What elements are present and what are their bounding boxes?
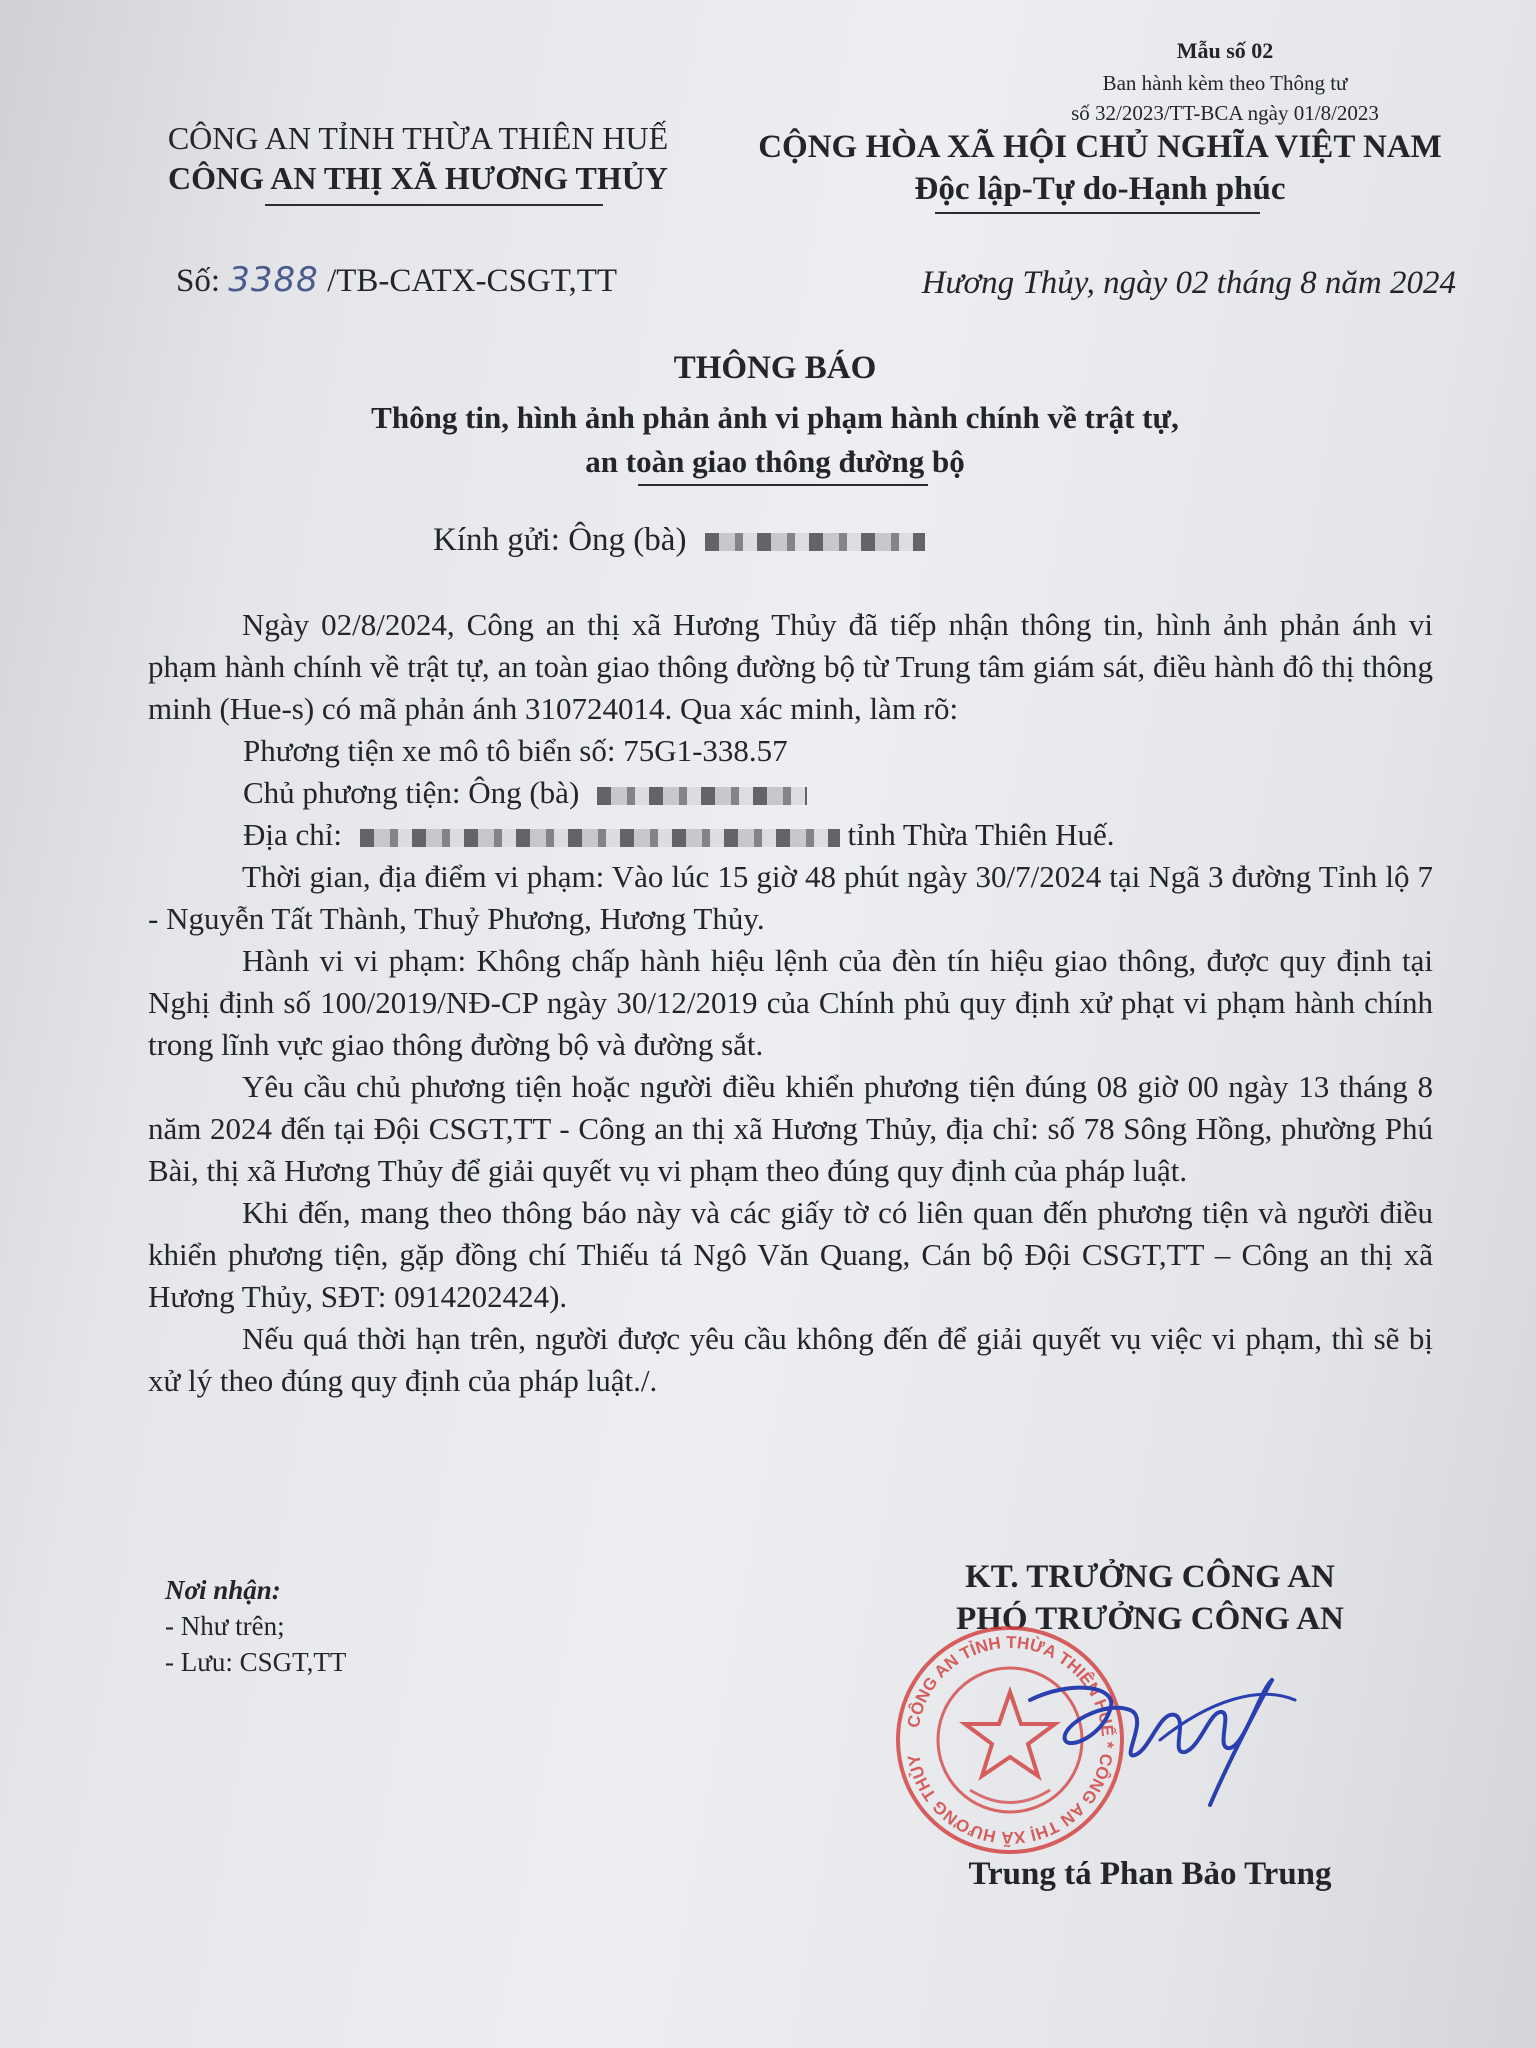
document-number-prefix: Số: — [176, 263, 221, 299]
motto-text: Độc lập-Tự do-Hạnh phúc — [914, 171, 1286, 207]
paragraph-violation: Hành vi vi phạm: Không chấp hành hiệu lệnh của đèn tín hiệu giao thông, được quy định tại Nghị định số 100/2019/NĐ-CP ngày 30/12/2019 của Chính phủ quy định xử phạt vi phạm hành chính trong lĩnh vực giao thông đường bộ và đường sắt. — [148, 943, 1433, 1062]
motto-title: CỘNG HÒA XÃ HỘI CHỦ NGHĨA VIỆT NAM — [758, 129, 1442, 165]
paragraph-bring-documents: Khi đến, mang theo thông báo này và các giấy tờ có liên quan đến phương tiện và người điều khiển phương tiện, gặp đồng chí Thiếu tá Ngô Văn Quang, Cán bộ Đội CSGT,TT – Công an thị xã Hương Thủy, SĐT: 0914202424). — [148, 1195, 1433, 1314]
form-reference-line2: số 32/2023/TT-BCA ngày 01/8/2023 — [1071, 101, 1379, 125]
national-motto — [740, 126, 1460, 210]
recipient-item: - Như trên; — [165, 1611, 285, 1641]
signer-title-line1: KT. TRƯỞNG CÔNG AN — [965, 1559, 1335, 1595]
org-underline — [265, 204, 603, 206]
redacted-name — [705, 533, 925, 551]
subtitle-line1: Thông tin, hình ảnh phản ảnh vi phạm hành chính về trật tự, — [371, 400, 1179, 435]
redacted-owner — [597, 787, 807, 805]
subtitle-line2: an toàn giao thông đường bộ — [585, 444, 965, 479]
notice-body — [148, 604, 1433, 1402]
handwritten-signature — [1010, 1640, 1310, 1820]
paragraph-time-place: Thời gian, địa điểm vi phạm: Vào lúc 15 giờ 48 phút ngày 30/7/2024 tại Ngã 3 đường Tỉnh lộ 7 - Nguyễn Tất Thành, Thuỷ Phương, Hương Thủy. — [148, 859, 1433, 936]
redacted-address — [360, 829, 840, 847]
title-underline — [638, 484, 928, 486]
address-label: Địa chỉ: — [243, 817, 342, 852]
place-date: Hương Thủy, ngày 02 tháng 8 năm 2024 — [921, 265, 1456, 301]
seal-text: CÔNG AN TỈNH THỪA THIÊN HUẾ * CÔNG AN THỊ XÃ HƯƠNG THỦY — [903, 1632, 1118, 1848]
paragraph-request: Yêu cầu chủ phương tiện hoặc người điều khiển phương tiện đúng 08 giờ 00 ngày 13 tháng 8 năm 2024 đến tại Đội CSGT,TT - Công an thị xã Hương Thủy, địa chỉ: số 78 Sông Hồng, phường Phú Bài, thị xã Hương Thủy để giải quyết vụ vi phạm theo đúng quy định của pháp luật. — [148, 1069, 1433, 1188]
owner-label: Chủ phương tiện: Ông (bà) — [243, 775, 580, 810]
motto-underline — [935, 212, 1260, 214]
address-province: tỉnh Thừa Thiên Huế. — [847, 817, 1115, 852]
paragraph-intro: Ngày 02/8/2024, Công an thị xã Hương Thủy đã tiếp nhận thông tin, hình ảnh phản ánh vi phạm hành chính về trật tự, an toàn giao thông đường bộ từ Trung tâm giám sát, điều hành đô thị thông minh (Hue-s) có mã phản ánh 310724014. Qua xác minh, làm rõ: — [148, 607, 1433, 726]
vehicle-plate: Phương tiện xe mô tô biển số: 75G1-338.57 — [243, 733, 788, 768]
form-reference-line1: Ban hành kèm theo Thông tư — [1102, 71, 1348, 95]
document-number — [176, 260, 617, 300]
document-subtitle — [200, 396, 1350, 484]
document-number-suffix: /TB-CATX-CSGT,TT — [327, 263, 618, 299]
owner-address — [148, 814, 1433, 856]
recipients-label: Nơi nhận: — [165, 1575, 281, 1605]
form-number: Mẫu số 02 — [1176, 38, 1274, 63]
paragraph-deadline: Nếu quá thời hạn trên, người được yêu cầu không đến để giải quyết vụ việc vi phạm, thì sẽ bị xử lý theo đúng quy định của pháp luật./. — [148, 1321, 1433, 1398]
salutation — [433, 522, 925, 559]
document-number-handwritten: 3388 — [228, 260, 319, 300]
vehicle-owner — [148, 772, 1433, 814]
signer-title-line2: PHÓ TRƯỞNG CÔNG AN — [956, 1601, 1344, 1637]
form-reference — [1010, 68, 1440, 128]
org-parent: CÔNG AN TỈNH THỪA THIÊN HUẾ — [167, 120, 669, 156]
org-name: CÔNG AN THỊ XÃ HƯƠNG THỦY — [168, 160, 668, 196]
recipients-block — [165, 1572, 346, 1680]
issuing-organization — [128, 118, 708, 198]
recipient-item: - Lưu: CSGT,TT — [165, 1647, 347, 1677]
salutation-text: Kính gửi: Ông (bà) — [433, 522, 687, 558]
signer-name: Trung tá Phan Bảo Trung — [968, 1856, 1332, 1892]
document-title: THÔNG BÁO — [673, 350, 877, 386]
